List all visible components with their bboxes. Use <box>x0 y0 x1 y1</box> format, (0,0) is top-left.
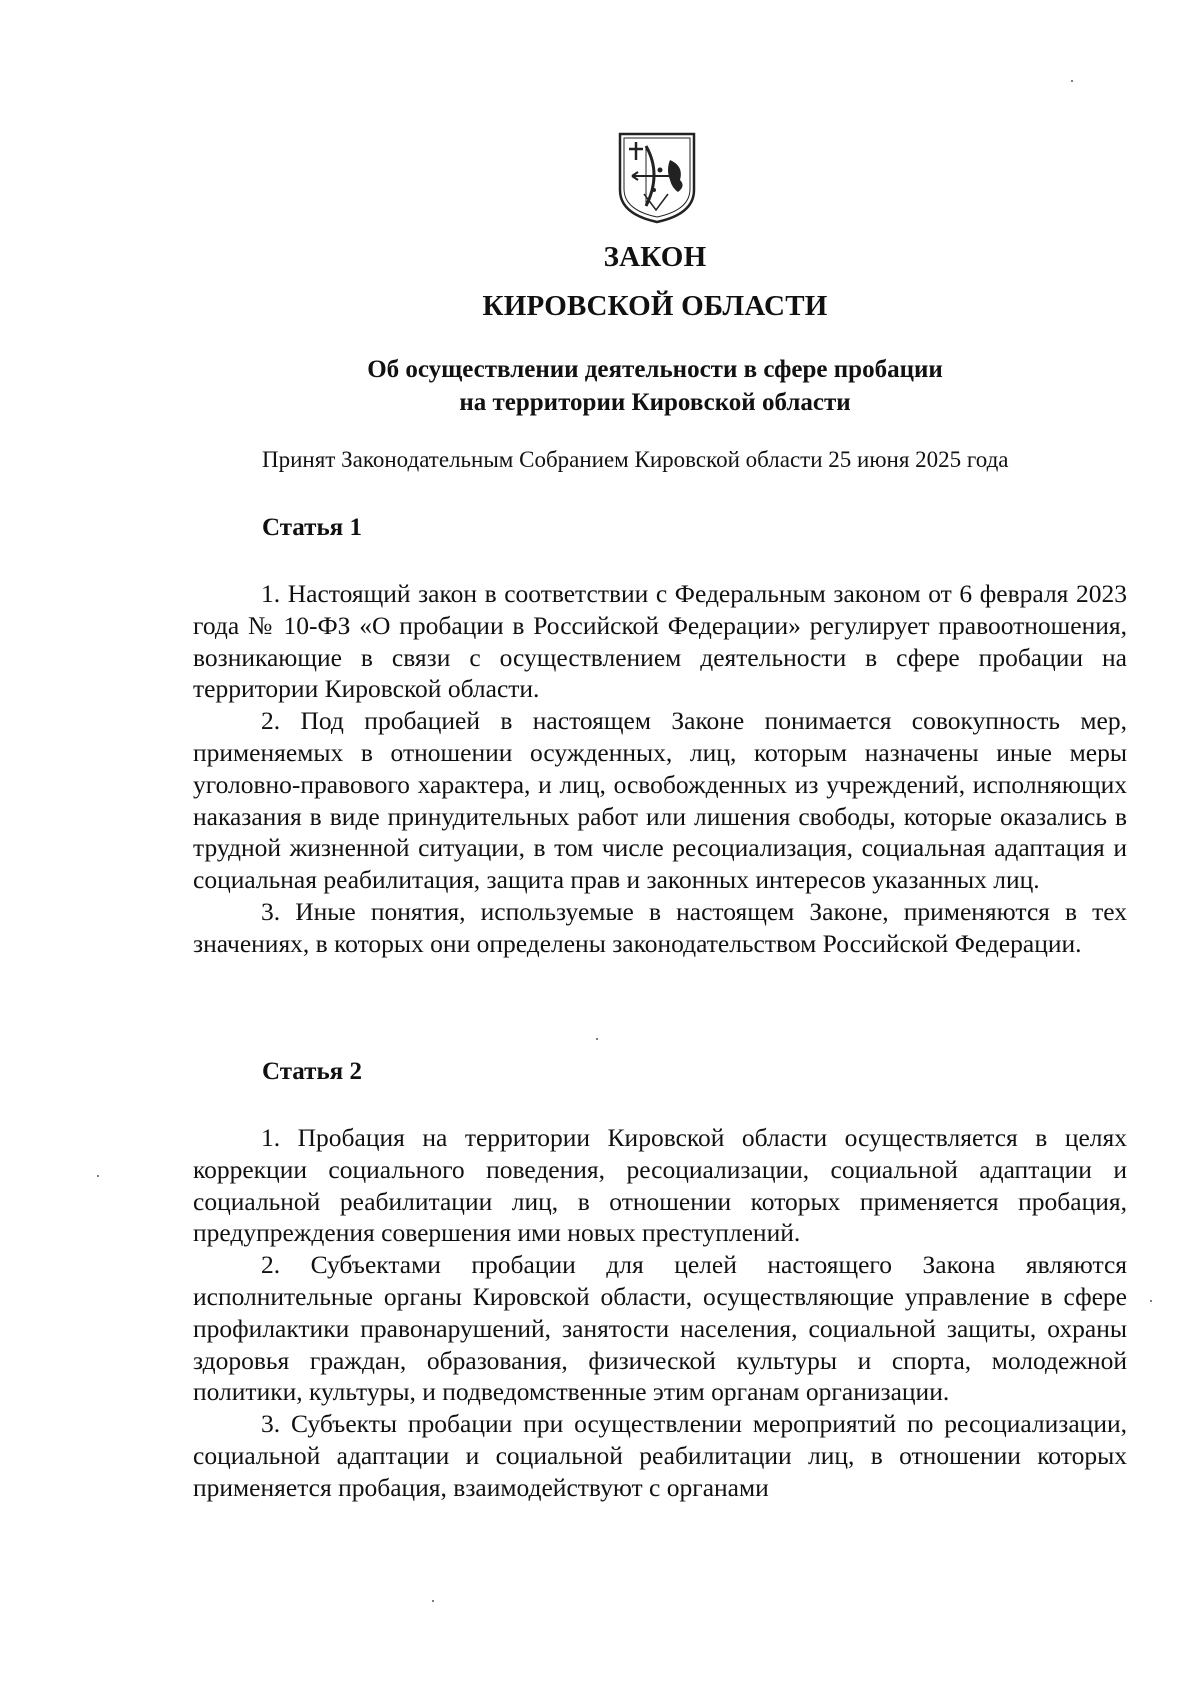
scan-speck <box>596 1038 598 1040</box>
scan-speck <box>97 1175 99 1177</box>
scan-speck <box>1071 80 1073 82</box>
article-1-paragraph-3: 3. Иные понятия, используемые в настоящем Законе, применяются в тех значениях, в которых они определены законодательством Российской Федерации. <box>193 896 1127 958</box>
law-subtitle-line1: Об осуществлении деятельности в сфере пробации <box>367 356 943 383</box>
article-2-paragraph-1: 1. Пробация на территории Кировской области осуществляется в целях коррекции социального поведения, ресоциализации, социальной адаптации и социальной реабилитации лиц, в отношении которых применяется пробация, предупреждения совершения ими новых преступлений. <box>193 1123 1127 1248</box>
article-2-heading: Статья 2 <box>262 1058 362 1085</box>
law-title-line2: КИРОВСКОЙ ОБЛАСТИ <box>482 290 828 322</box>
article-2-paragraph-2: 2. Субъектами пробации для целей настоящего Закона являются исполнительные органы Кировской области, осуществляющие управление в сфере профилактики правонарушений, занятости населения, социальной защиты, охраны здоровья граждан, образования, физической культуры и спорта, молодежной политики, культуры, и подведомственные этим органам организации. <box>193 1250 1127 1407</box>
scan-speck <box>1150 1300 1152 1302</box>
article-2-body <box>193 1122 1127 1504</box>
article-2-paragraph-3: 3. Субъекты пробации при осуществлении мероприятий по ресоциализации, социальной адаптации и социальной реабилитации лиц, в отношении которых применяется пробация, взаимодействуют с органами <box>193 1409 1127 1502</box>
article-1-body <box>193 578 1127 960</box>
adoption-note: Принят Законодательным Собранием Кировской области 25 июня 2025 года <box>262 447 1009 472</box>
law-title-line1: ЗАКОН <box>603 241 707 273</box>
article-1-heading: Статья 1 <box>262 514 362 541</box>
article-1-paragraph-1: 1. Настоящий закон в соответствии с Федеральным законом от 6 февраля 2023 года № 10-ФЗ «О пробации в Российской Федерации» регулирует правоотношения, возникающие в связи с осуществлением деятельности в сфере пробации на территории Кировской области. <box>193 579 1127 704</box>
kirov-coat-of-arms-icon <box>616 130 698 226</box>
scan-speck <box>432 1600 434 1602</box>
law-subtitle-line2: на территории Кировской области <box>459 389 851 416</box>
article-1-paragraph-2: 2. Под пробацией в настоящем Законе понимается совокупность мер, применяемых в отношении осужденных, лиц, которым назначены иные меры уголовно-правового характера, и лиц, освобожденных из учреждений, исполняющих наказания в виде принудительных работ или лишения свободы, которые оказались в трудной жизненной ситуации, в том числе ресоциализация, социальная адаптация и социальная реабилитация, защита прав и законных интересов указанных лиц. <box>193 706 1127 895</box>
